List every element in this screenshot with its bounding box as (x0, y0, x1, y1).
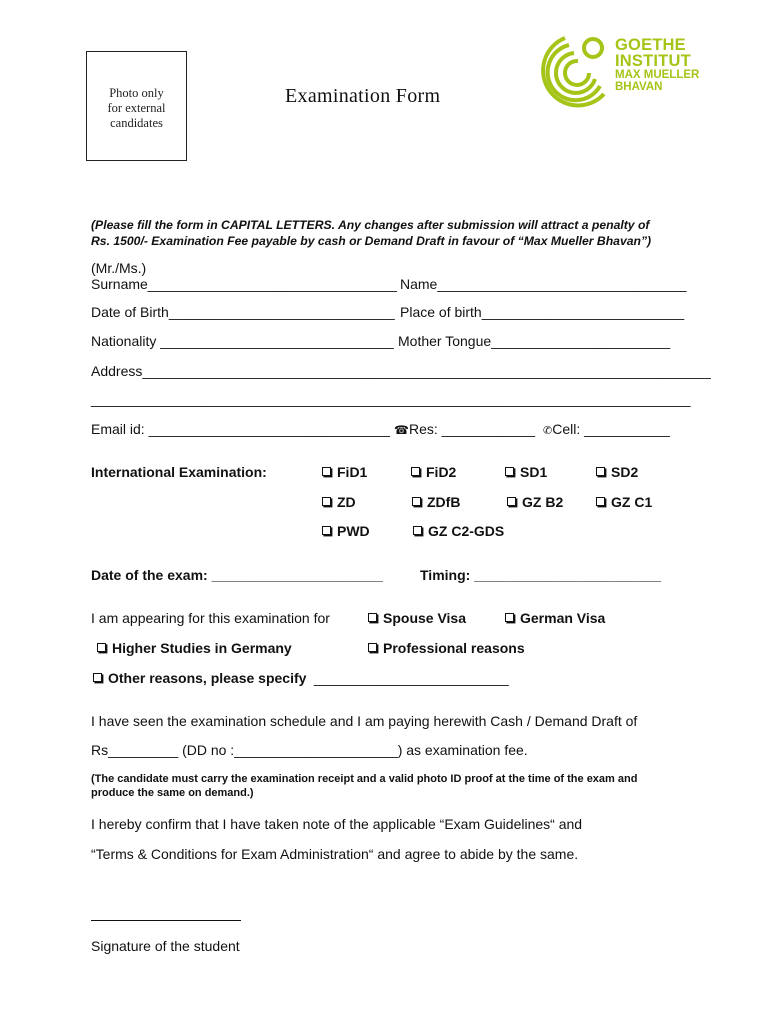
option-sd2-label: SD2 (611, 464, 639, 480)
address-line2-field[interactable]: _____________________________________________________________________________ (91, 391, 691, 407)
photo-box-line3: candidates (110, 116, 163, 130)
instruction-note-line1: (Please fill the form in CAPITAL LETTERS. Any changes after submission will attract a penalty of (91, 218, 650, 232)
option-higher-studies[interactable] (97, 640, 292, 656)
exam-date-field[interactable] (91, 567, 383, 583)
payment-line2[interactable]: Rs_________ (DD no :_____________________) as examination fee. (91, 742, 528, 758)
option-sd2[interactable] (596, 464, 638, 480)
option-fid1[interactable] (322, 464, 367, 480)
option-german-visa[interactable] (505, 610, 605, 626)
checkbox-icon (368, 643, 377, 652)
intl-exam-label: International Examination: (91, 464, 267, 480)
option-zd[interactable] (322, 494, 356, 510)
other-reasons-field[interactable]: _________________________ (314, 670, 509, 686)
checkbox-icon (322, 497, 331, 506)
checkbox-icon (505, 467, 514, 476)
exam-date-label: Date of the exam: ______________________ (91, 567, 383, 583)
res-phone-label: Res: ____________ (408, 421, 536, 437)
option-german-visa-label: German Visa (520, 610, 606, 626)
appearing-label: I am appearing for this examination for (91, 610, 330, 626)
option-professional[interactable] (368, 640, 525, 656)
logo-max-mueller: MAX MUELLER (615, 69, 700, 81)
checkbox-icon (507, 497, 516, 506)
option-spouse-visa[interactable] (368, 610, 466, 626)
telephone-icon: ☎ (394, 423, 409, 437)
date-of-birth-field[interactable]: Date of Birth_____________________________ (91, 304, 395, 320)
option-fid2[interactable] (411, 464, 456, 480)
signature-label: Signature of the student (91, 938, 240, 954)
cell-phone-field[interactable] (543, 421, 670, 437)
checkbox-icon (596, 497, 605, 506)
checkbox-icon (322, 526, 331, 535)
option-gz-c2-gds[interactable] (413, 523, 504, 539)
option-zdfb[interactable] (412, 494, 460, 510)
option-gz-b2[interactable] (507, 494, 563, 510)
logo-bhavan: BHAVAN (615, 81, 663, 93)
option-gz-c1[interactable] (596, 494, 652, 510)
timing-field[interactable]: Timing: ________________________ (420, 567, 662, 583)
salutation-label: (Mr./Ms.) (91, 260, 147, 276)
goethe-logo (537, 33, 717, 113)
checkbox-icon (322, 467, 331, 476)
photo-box-line1: Photo only (109, 86, 164, 100)
res-phone-field[interactable] (394, 421, 535, 437)
payment-line1: I have seen the examination schedule and I am paying herewith Cash / Demand Draft of (91, 713, 638, 729)
checkbox-icon (93, 673, 102, 682)
option-fid1-label: FiD1 (337, 464, 368, 480)
cell-phone-label: Cell: ___________ (552, 421, 670, 437)
checkbox-icon (596, 467, 605, 476)
cell-phone-icon: ✆ (543, 425, 553, 437)
logo-goethe: GOETHE (615, 36, 686, 54)
checkbox-icon (413, 526, 422, 535)
place-of-birth-field[interactable]: Place of birth__________________________ (400, 304, 685, 320)
checkbox-icon (411, 467, 420, 476)
option-zd-label: ZD (337, 494, 356, 510)
option-gz-b2-label: GZ B2 (522, 494, 564, 510)
nationality-field[interactable]: Nationality ______________________________ (91, 333, 394, 349)
option-pwd[interactable] (322, 523, 370, 539)
goethe-logo-icon (537, 33, 613, 113)
checkbox-icon (505, 613, 514, 622)
address-field[interactable]: Address_________________________________________________________________________ (91, 363, 711, 379)
option-higher-studies-label: Higher Studies in Germany (112, 640, 292, 656)
photo-box (86, 51, 187, 161)
logo-institut: INSTITUT (615, 52, 691, 70)
surname-field[interactable]: Surname________________________________ (91, 276, 397, 292)
receipt-note-line2: produce the same on demand.) (91, 787, 254, 799)
checkbox-icon (97, 643, 106, 652)
option-gz-c1-label: GZ C1 (611, 494, 653, 510)
option-spouse-visa-label: Spouse Visa (383, 610, 467, 626)
confirm-line2: “Terms & Conditions for Exam Administration“ and agree to abide by the same. (91, 846, 579, 862)
option-professional-label: Professional reasons (383, 640, 525, 656)
email-field[interactable]: Email id: _______________________________ (91, 421, 390, 437)
option-zdfb-label: ZDfB (427, 494, 461, 510)
option-fid2-label: FiD2 (426, 464, 457, 480)
photo-box-line2: for external (107, 101, 166, 115)
confirm-line1: I hereby confirm that I have taken note of the applicable “Exam Guidelines“ and (91, 816, 583, 832)
mother-tongue-field[interactable]: Mother Tongue_______________________ (398, 333, 671, 349)
form-title: Examination Form (285, 85, 441, 107)
option-sd1[interactable] (505, 464, 547, 480)
option-other-reasons-label: Other reasons, please specify (108, 670, 307, 686)
signature-line[interactable] (91, 920, 241, 921)
option-sd1-label: SD1 (520, 464, 548, 480)
option-gz-c2-gds-label: GZ C2-GDS (428, 523, 505, 539)
checkbox-icon (368, 613, 377, 622)
instruction-note-line2: Rs. 1500/- Examination Fee payable by cash or Demand Draft in favour of “Max Mueller Bhavan”) (91, 234, 652, 248)
option-other-reasons[interactable] (93, 670, 306, 686)
receipt-note-line1: (The candidate must carry the examination receipt and a valid photo ID proof at the time of the exam and (91, 773, 638, 785)
checkbox-icon (412, 497, 421, 506)
option-pwd-label: PWD (337, 523, 370, 539)
name-field[interactable]: Name________________________________ (400, 276, 687, 292)
instruction-note (91, 217, 691, 249)
